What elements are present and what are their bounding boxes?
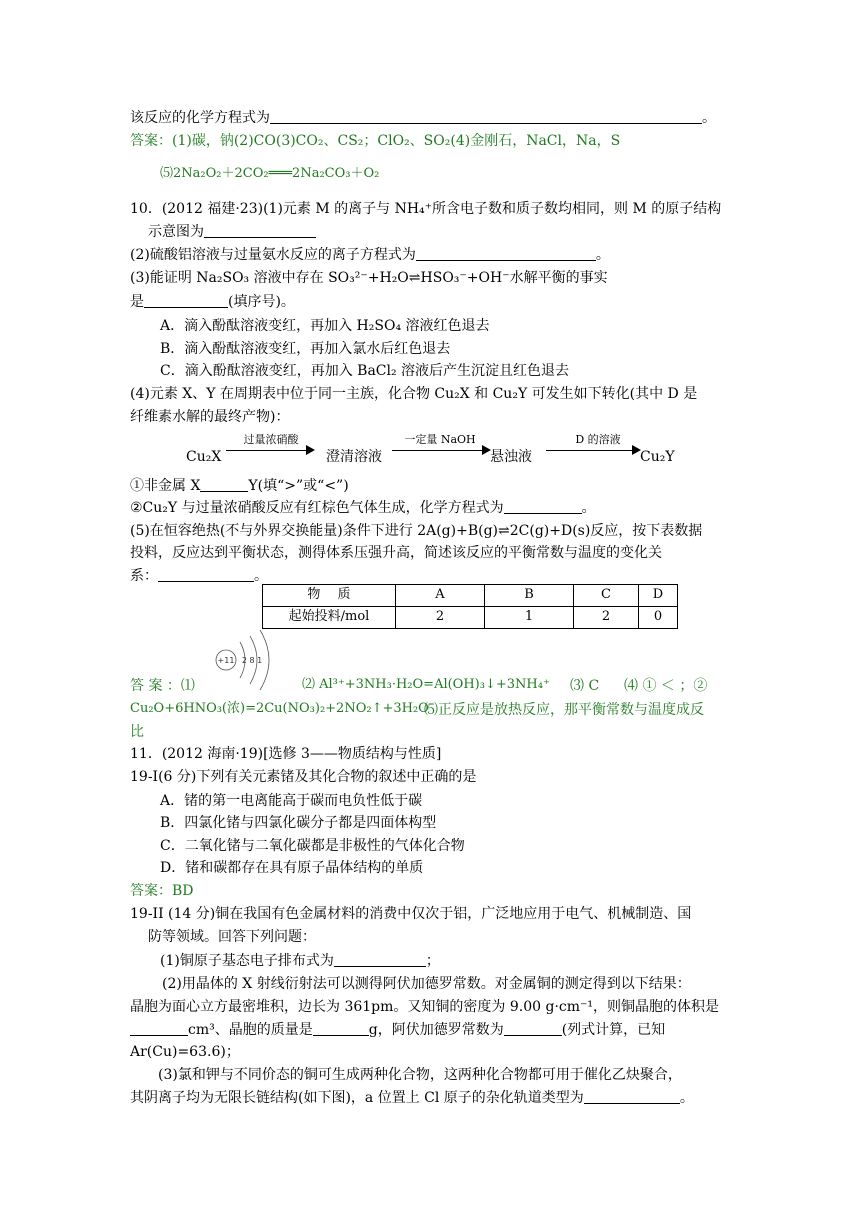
question-19-2-part3b: 其阴离子均为无限长链结构(如下图)，a 位置上 Cl 原子的杂化轨道类型为 。 bbox=[130, 1090, 694, 1106]
option-c: C．二氧化锗与二氧化碳都是非极性的气体化合物 bbox=[160, 838, 465, 854]
table-cell: 0 bbox=[639, 606, 678, 628]
scheme-mid2: 悬浊液 bbox=[490, 449, 532, 465]
option-b: B．滴入酚酞溶液变红，再加入氯水后红色退去 bbox=[160, 341, 451, 357]
option-d: D．锗和碳都存在具有原子晶体结构的单质 bbox=[160, 860, 424, 876]
table-cell: 起始投料/mol bbox=[263, 606, 396, 628]
nucleus-label: +11 bbox=[217, 656, 235, 665]
answer-equation: ⑸2Na₂O₂＋2CO₂═══2Na₂CO₃＋O₂ bbox=[160, 166, 380, 181]
answer-10-part3: ⑶ C bbox=[570, 678, 600, 694]
question-19-2b: 防等领域。回答下列问题： bbox=[148, 929, 316, 945]
scheme-mid1: 澄清溶液 bbox=[326, 449, 382, 465]
answer-blank bbox=[313, 1021, 369, 1036]
table-row bbox=[263, 606, 678, 628]
question-10-part4b: 纤维素水解的最终产物)： bbox=[130, 409, 290, 425]
feed-table bbox=[262, 584, 678, 629]
answer-19-1: 答案：BD bbox=[130, 883, 194, 899]
table-cell: D bbox=[639, 585, 678, 607]
answer-10-part2: ⑵ Al³⁺+3NH₃·H₂O=Al(OH)₃↓+3NH₄⁺ bbox=[302, 677, 550, 692]
option-a: A．滴入酚酞溶液变红，再加入 H₂SO₄ 溶液红色退去 bbox=[160, 318, 490, 334]
question-19-2: 19-II (14 分)铜在我国有色金属材料的消费中仅次于铝，广泛地应用于电气、机械制造、国 bbox=[130, 906, 692, 922]
question-10-part5b: 投料，反应达到平衡状态，测得体系压强升高，简述该反应的平衡常数与温度的变化关 bbox=[130, 545, 662, 561]
reaction-scheme bbox=[186, 432, 706, 470]
step3-label: D 的溶液 bbox=[575, 433, 621, 446]
option-c: C．滴入酚酞溶液变红，再加入 BaCl₂ 溶液后产生沉淀且红色退去 bbox=[160, 363, 570, 379]
answer-10-label: 答 案 ：⑴ bbox=[130, 678, 195, 694]
question-10-part5c: 系： 。 bbox=[130, 568, 268, 584]
option-b: B．四氯化锗与四氯化碳分子都是四面体构型 bbox=[160, 815, 437, 831]
scheme-end: Cu₂Y bbox=[640, 449, 675, 465]
arrow-head-icon bbox=[306, 445, 315, 455]
question-10-heading: 10．(2012 福建·23)(1)元素 M 的离子与 NH₄⁺所含电子数和质子数均相同，则 M 的原子结构 bbox=[130, 201, 722, 217]
arrow-line bbox=[546, 450, 632, 451]
arrow-line bbox=[226, 450, 306, 451]
table-cell: B bbox=[485, 585, 574, 607]
table-header-row bbox=[263, 585, 678, 607]
answer-blank bbox=[504, 499, 582, 514]
question-10-part1: 示意图为 bbox=[148, 222, 316, 242]
question-10-part2: (2)硫酸铝溶液与过量氨水反应的离子方程式为 。 bbox=[130, 247, 610, 263]
question-19-2-part1: (1)铜原子基态电子排布式为 ； bbox=[160, 953, 440, 969]
table-cell: 物 质 bbox=[263, 585, 396, 607]
answer-line: 答案：(1)碳，钠(2)CO(3)CO₂、CS₂；ClO₂、SO₂(4)金刚石，NaCl，Na，S bbox=[130, 133, 621, 149]
atom-structure-diagram bbox=[212, 628, 276, 690]
question-10-4-2: ②Cu₂Y 与过量浓硝酸反应有红棕色气体生成，化学方程式为 。 bbox=[130, 500, 596, 516]
table-cell: 1 bbox=[485, 606, 574, 628]
answer-10-part5b: 比 bbox=[130, 724, 144, 740]
table-cell: A bbox=[396, 585, 485, 607]
step2-label: 一定量 NaOH bbox=[404, 433, 476, 446]
question-19-1: 19-I(6 分)下列有关元素锗及其化合物的叙述中正确的是 bbox=[130, 769, 477, 785]
question-19-2-part2b: 晶胞为面心立方最密堆积，边长为 361pm。又知铜的密度为 9.00 g·cm⁻¹，则铜晶胞的体积是 bbox=[130, 999, 720, 1015]
question-10-part3: (3)能证明 Na₂SO₃ 溶液中存在 SO₃²⁻+H₂O⇌HSO₃⁻+OH⁻水解平衡的事实 bbox=[130, 270, 608, 286]
scheme-start: Cu₂X bbox=[186, 449, 222, 465]
question-10-part3-fill: 是 (填序号)。 bbox=[130, 294, 295, 310]
answer-blank bbox=[334, 952, 426, 967]
question-19-2-part3: (3)氯和钾与不同价态的铜可生成两种化合物，这两种化合物都可用于催化乙炔聚合， bbox=[158, 1067, 682, 1083]
question-10-part5: (5)在恒容绝热(不与外界交换能量)条件下进行 2A(g)+B(g)⇌2C(g)+D(s)反应，按下表数据 bbox=[130, 523, 703, 539]
table-cell: 2 bbox=[396, 606, 485, 628]
answer-blank bbox=[504, 1021, 562, 1036]
table-cell: 2 bbox=[574, 606, 639, 628]
answer-blank bbox=[130, 1021, 188, 1036]
question-19-2-part2c: cm³、晶胞的质量是 g，阿伏加德罗常数为 (列式计算，已知 bbox=[130, 1020, 665, 1040]
equation-prompt: 该反应的化学方程式为 。 bbox=[130, 110, 716, 126]
answer-10-part4: ⑷ ① ＜ ；② bbox=[624, 678, 708, 694]
answer-10-equation: Cu₂O+6HNO₃(浓)=2Cu(NO₃)₂+2NO₂↑+3H₂O bbox=[130, 701, 429, 716]
answer-blank bbox=[416, 246, 596, 261]
answer-blank bbox=[204, 223, 316, 238]
arrow-line bbox=[392, 450, 482, 451]
question-11-heading: 11．(2012 海南·19)[选修 3——物质结构与性质] bbox=[130, 746, 442, 762]
step1-label: 过量浓硝酸 bbox=[243, 433, 299, 446]
question-10-part4: (4)元素 X、Y 在周期表中位于同一主族，化合物 Cu₂X 和 Cu₂Y 可发生如下转化(其中 D 是 bbox=[130, 386, 698, 402]
question-19-2-part2d: Ar(Cu)=63.6)； bbox=[130, 1044, 240, 1060]
answer-blank bbox=[144, 293, 228, 308]
answer-blank bbox=[270, 109, 702, 124]
answer-blank bbox=[584, 1089, 680, 1104]
answer-10-part5: ⑸正反应是放热反应，那平衡常数与温度成反 bbox=[424, 702, 704, 718]
answer-blank bbox=[158, 567, 254, 582]
question-10-4-1: ①非金属 X Y(填“>”或“<”) bbox=[130, 478, 349, 494]
question-19-2-part2: (2)用晶体的 X 射线衍射法可以测得阿伏加德罗常数。对金属铜的测定得到以下结果： bbox=[162, 976, 691, 992]
answer-blank bbox=[200, 477, 248, 492]
shell-electrons-label: 2 8 1 bbox=[241, 656, 263, 665]
table-cell: C bbox=[574, 585, 639, 607]
option-a: A．锗的第一电离能高于碳而电负性低于碳 bbox=[160, 793, 423, 809]
